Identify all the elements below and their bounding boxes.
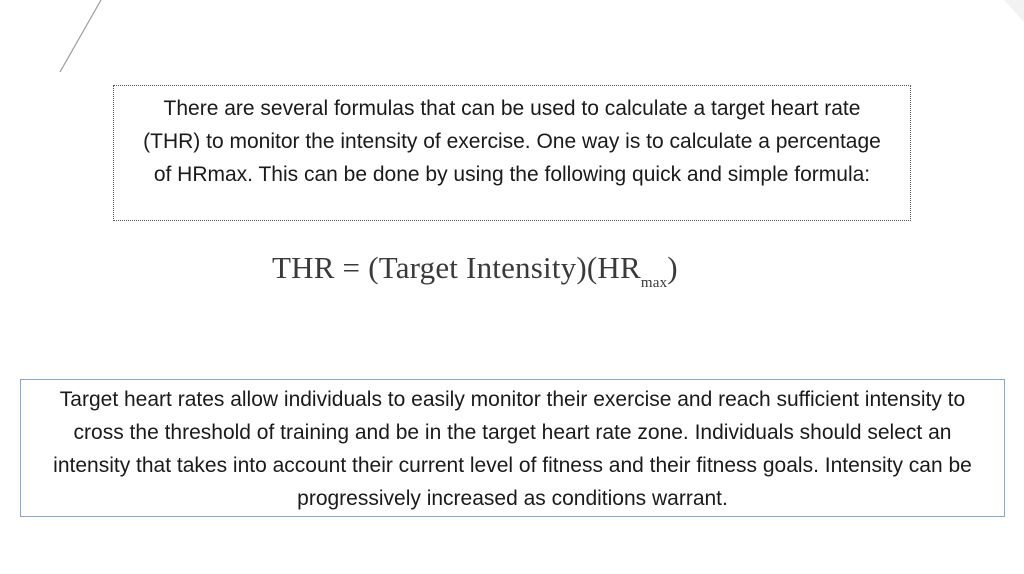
formula-equals: = xyxy=(334,250,369,285)
intro-text: There are several formulas that can be used to calculate a target heart rate (THR) to monitor the intensity of exercise. One way is to calculate a percentage of HRmax. This can be done by using the following quick and simple formula: xyxy=(143,97,881,186)
formula-hr-subscript: max xyxy=(640,275,668,291)
formula-hr-close: ) xyxy=(667,250,678,285)
explanation-text-box xyxy=(20,379,1005,517)
explanation-text: Target heart rates allow individuals to easily monitor their exercise and reach sufficient intensity to cross the threshold of training and be in the target heart rate zone. Individuals should select an intensity that takes into account their current level of fitness and their fitness goals. Intensity can be progressively increased as conditions warrant. xyxy=(53,388,972,510)
formula-lhs: THR xyxy=(272,250,335,285)
intro-text-box xyxy=(113,85,911,221)
formula-hr-open: (HR xyxy=(586,250,641,285)
formula-target-intensity: (Target Intensity) xyxy=(368,250,587,285)
thr-formula xyxy=(272,250,792,302)
